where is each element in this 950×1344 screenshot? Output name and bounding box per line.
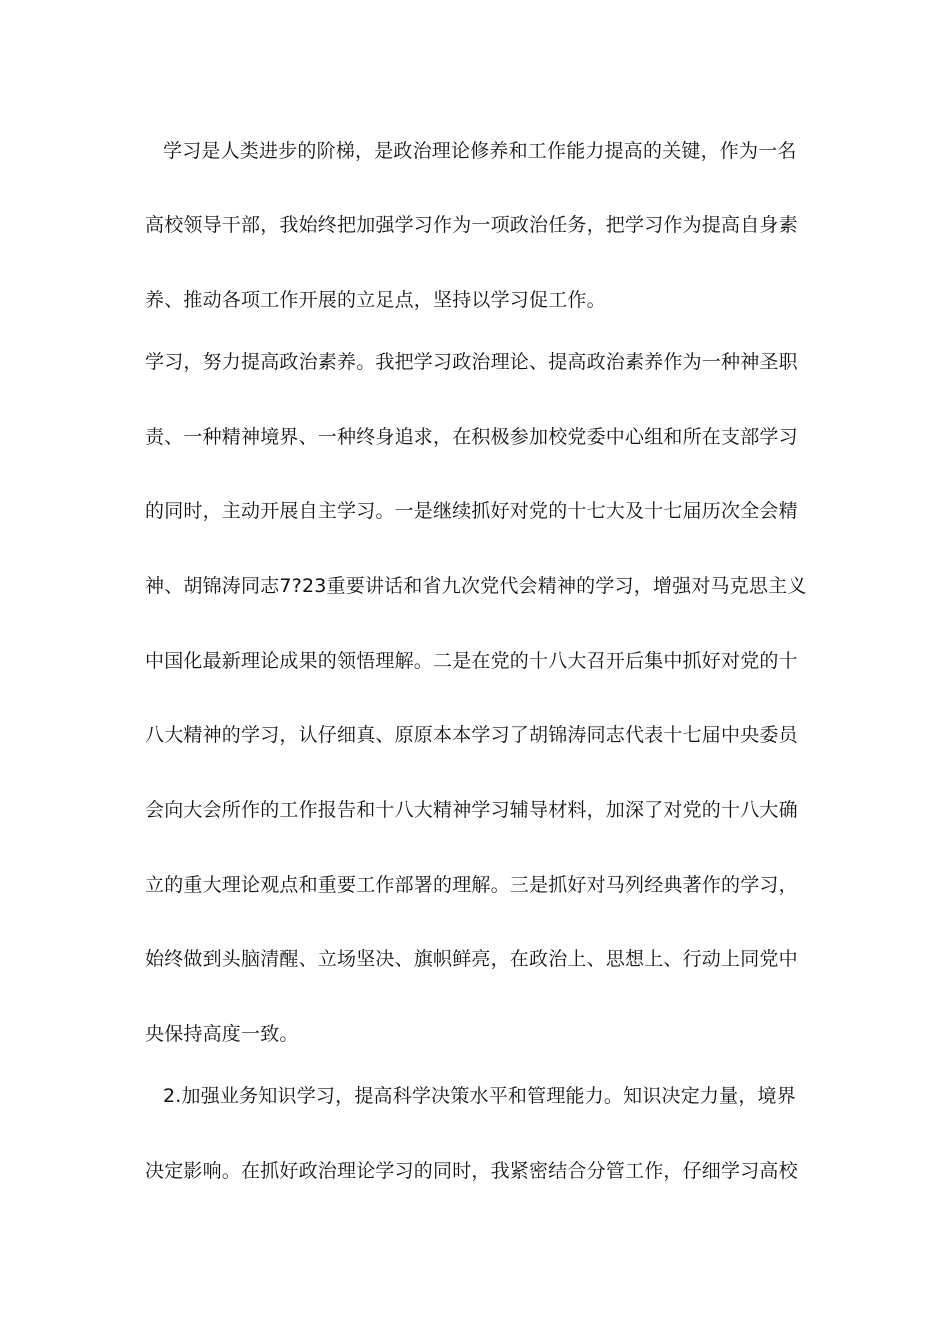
paragraph-line-14: 2.加强业务知识学习，提高科学决策水平和管理能力。知识决定力量，境界	[163, 1085, 796, 1107]
paragraph-line-2: 高校领导干部，我始终把加强学习作为一项政治任务，把学习作为提高自身素	[145, 214, 798, 236]
paragraph-line-6: 的同时，主动开展自主学习。一是继续抓好对党的十七大及十七届历次全会精	[145, 500, 798, 522]
paragraph-line-12: 始终做到头脑清醒、立场坚决、旗帜鲜亮，在政治上、思想上、行动上同党中	[145, 948, 798, 970]
paragraph-line-13: 央保持高度一致。	[145, 1023, 299, 1045]
paragraph-line-15: 决定影响。在抓好政治理论学习的同时，我紧密结合分管工作，仔细学习高校	[145, 1160, 798, 1182]
paragraph-line-8: 中国化最新理论成果的领悟理解。二是在党的十八大召开后集中抓好对党的十	[145, 650, 798, 672]
paragraph-line-5: 责、一种精神境界、一种终身追求，在积极参加校党委中心组和所在支部学习	[145, 426, 798, 448]
paragraph-line-3: 养、推动各项工作开展的立足点，坚持以学习促工作。	[145, 289, 606, 311]
paragraph-line-7: 神、胡锦涛同志7?23重要讲话和省九次党代会精神的学习，增强对马克思主义	[145, 575, 807, 597]
paragraph-line-10: 会向大会所作的工作报告和十八大精神学习辅导材料，加深了对党的十八大确	[145, 799, 798, 821]
paragraph-line-11: 立的重大理论观点和重要工作部署的理解。三是抓好对马列经典著作的学习，	[145, 874, 798, 896]
paragraph-line-9: 八大精神的学习，认仔细真、原原本本学习了胡锦涛同志代表十七届中央委员	[145, 724, 798, 746]
paragraph-line-1: 学习是人类进步的阶梯，是政治理论修养和工作能力提高的关键，作为一名	[163, 140, 797, 162]
paragraph-line-4: 学习，努力提高政治素养。我把学习政治理论、提高政治素养作为一种神圣职	[145, 351, 798, 373]
